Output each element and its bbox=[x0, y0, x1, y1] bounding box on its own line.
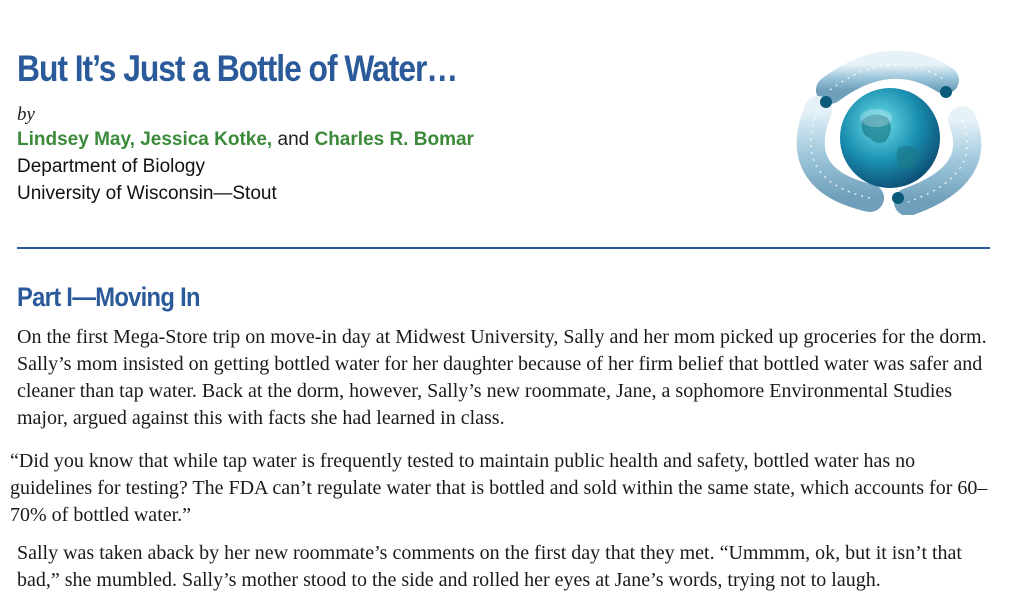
author-line bbox=[17, 129, 474, 151]
section-heading: Part I—Moving In bbox=[17, 282, 200, 312]
body-paragraph: On the first Mega-Store trip on move-in day at Midwest University, Sally and her mom picked up groceries for the dorm. Sally’s mom insisted on getting bottled water for her daughter because of her firm belief that bottled water was safer and cleaner than tap water. Back at the dorm, however, Sally’s new roommate, Jane, a sophomore Environmental Studies major, argued against this with facts she had learned in class. bbox=[17, 326, 987, 429]
author-conjunction: and bbox=[277, 129, 310, 150]
body-paragraph: Sally was taken aback by her new roommate’s comments on the first day that they met. “Ummmm, ok, but it isn’t that bad,” she mumbled. Sally’s mother stood to the side and rolled her eyes at Jane’s words, trying not to laugh. bbox=[17, 542, 962, 591]
by-label: by bbox=[17, 104, 35, 125]
department: Department of Biology bbox=[17, 156, 205, 177]
case-title: But It’s Just a Bottle of Water… bbox=[17, 48, 458, 89]
author-name: Jessica Kotke, bbox=[140, 129, 273, 150]
header-divider bbox=[17, 247, 990, 249]
university: University of Wisconsin—Stout bbox=[17, 183, 277, 204]
body-paragraph: “Did you know that while tap water is frequently tested to maintain public health and safety, bottled water has no guidelines for testing? The FDA can’t regulate water that is bottled and sold within the same state, which accounts for 60–70% of bottled water.” bbox=[10, 450, 988, 526]
recycling-bottles-globe-icon bbox=[790, 50, 990, 215]
author-name: Lindsey May, bbox=[17, 129, 135, 150]
author-name: Charles R. Bomar bbox=[314, 129, 474, 150]
